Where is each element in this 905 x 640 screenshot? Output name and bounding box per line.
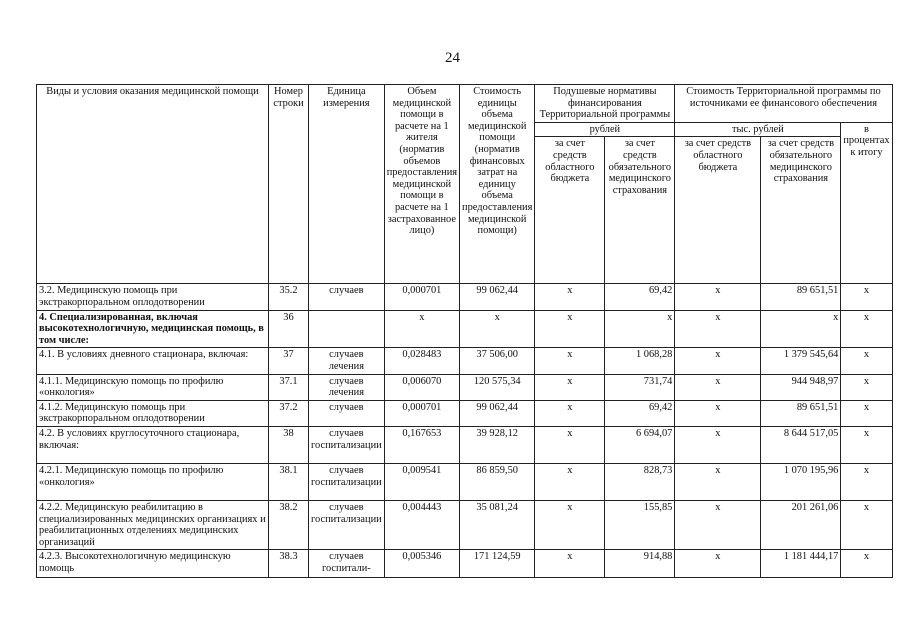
table-row [37, 500, 893, 549]
row-name: 4.2. В условиях круглосуточного стационара, включая: [37, 426, 269, 463]
row-pc-regional: х [535, 426, 605, 463]
row-pc-oms: 69,42 [605, 284, 675, 310]
table-row [37, 426, 893, 463]
table-row [37, 550, 893, 578]
row-number: 37.1 [269, 374, 309, 400]
header-unit-rub: рублей [535, 122, 675, 137]
row-unit: случаев [309, 400, 385, 426]
row-name: 3.2. Медицинскую помощь при экстракорпоральном оплодотворении [37, 284, 269, 310]
row-unit [309, 310, 385, 348]
row-pc-regional: х [535, 550, 605, 578]
row-tc-regional: х [675, 284, 761, 310]
row-volume: 0,009541 [384, 463, 459, 500]
row-pc-regional: х [535, 500, 605, 549]
header-cost: Стоимость единицы объема медицинской помощи (норматив финансовых затрат на единицу объема предоставления медицинской помощи) [460, 85, 535, 284]
header-pc-oms: за счет средств обязательного медицинского страхования [605, 137, 675, 284]
header-program-cost: Стоимость Территориальной программы по источниками ее финансового обеспечения [675, 85, 892, 123]
row-pct: х [841, 400, 892, 426]
row-tc-regional: х [675, 310, 761, 348]
row-number: 37 [269, 348, 309, 374]
row-tc-oms: 944 948,97 [761, 374, 841, 400]
row-volume: 0,000701 [384, 284, 459, 310]
table-row [37, 310, 893, 348]
row-pc-regional: х [535, 463, 605, 500]
row-cost: 39 928,12 [460, 426, 535, 463]
row-tc-regional: х [675, 463, 761, 500]
header-tc-oms: за счет средств обязательного медицинского страхования [761, 137, 841, 284]
row-tc-oms: 1 070 195,96 [761, 463, 841, 500]
table-row [37, 374, 893, 400]
row-pct: х [841, 374, 892, 400]
row-unit: случаев лечения [309, 374, 385, 400]
row-number: 36 [269, 310, 309, 348]
page-number: 24 [445, 50, 460, 66]
row-tc-oms: х [761, 310, 841, 348]
row-pc-oms: 1 068,28 [605, 348, 675, 374]
row-tc-oms: 1 379 545,64 [761, 348, 841, 374]
table-body [37, 284, 893, 578]
row-name: 4. Специализированная, включая высокотехнологичную, медицинская помощь, в том числе: [37, 310, 269, 348]
row-pc-oms: 155,85 [605, 500, 675, 549]
row-unit: случаев госпитали- [309, 550, 385, 578]
row-pc-regional: х [535, 284, 605, 310]
row-cost: 37 506,00 [460, 348, 535, 374]
header-pct-total: в процентах к итогу [841, 122, 892, 284]
header-unit-thousand-rub: тыс. рублей [675, 122, 841, 137]
row-cost: х [460, 310, 535, 348]
row-volume: х [384, 310, 459, 348]
row-name: 4.1. В условиях дневного стационара, включая: [37, 348, 269, 374]
row-pc-regional: х [535, 310, 605, 348]
row-tc-regional: х [675, 500, 761, 549]
row-pct: х [841, 550, 892, 578]
row-pc-oms: х [605, 310, 675, 348]
row-number: 35.2 [269, 284, 309, 310]
row-volume: 0,167653 [384, 426, 459, 463]
row-number: 38.3 [269, 550, 309, 578]
table-header [37, 85, 893, 284]
row-volume: 0,005346 [384, 550, 459, 578]
row-cost: 35 081,24 [460, 500, 535, 549]
row-unit: случаев [309, 284, 385, 310]
row-tc-regional: х [675, 374, 761, 400]
row-unit: случаев госпитализации [309, 463, 385, 500]
row-cost: 99 062,44 [460, 400, 535, 426]
row-tc-oms: 89 651,51 [761, 400, 841, 426]
row-cost: 86 859,50 [460, 463, 535, 500]
row-name: 4.1.1. Медицинскую помощь по профилю «онкология» [37, 374, 269, 400]
row-unit: случаев госпитализации [309, 426, 385, 463]
row-pc-oms: 69,42 [605, 400, 675, 426]
row-cost: 99 062,44 [460, 284, 535, 310]
row-number: 38.2 [269, 500, 309, 549]
row-tc-regional: х [675, 426, 761, 463]
table-row [37, 400, 893, 426]
row-volume: 0,006070 [384, 374, 459, 400]
row-pc-oms: 828,73 [605, 463, 675, 500]
row-number: 37.2 [269, 400, 309, 426]
row-pct: х [841, 426, 892, 463]
row-unit: случаев лечения [309, 348, 385, 374]
row-cost: 120 575,34 [460, 374, 535, 400]
header-pc-regional: за счет средств областного бюджета [535, 137, 605, 284]
table-row [37, 284, 893, 310]
row-tc-oms: 1 181 444,17 [761, 550, 841, 578]
row-tc-regional: х [675, 550, 761, 578]
row-pct: х [841, 310, 892, 348]
row-volume: 0,004443 [384, 500, 459, 549]
header-row-no: Номер строки [269, 85, 309, 284]
row-pct: х [841, 348, 892, 374]
row-volume: 0,028483 [384, 348, 459, 374]
row-pc-oms: 6 694,07 [605, 426, 675, 463]
row-pct: х [841, 500, 892, 549]
row-name: 4.1.2. Медицинскую помощь при экстракорпоральном оплодотворении [37, 400, 269, 426]
row-tc-regional: х [675, 348, 761, 374]
row-tc-oms: 8 644 517,05 [761, 426, 841, 463]
header-unit: Единица измерения [309, 85, 385, 284]
row-number: 38.1 [269, 463, 309, 500]
header-volume: Объем медицинской помощи в расчете на 1 жителя (норматив объемов предоставления медицинской помощи в расчете на 1 застрахованное лицо) [384, 85, 459, 284]
row-unit: случаев госпитализации [309, 500, 385, 549]
row-tc-oms: 89 651,51 [761, 284, 841, 310]
row-name: 4.2.2. Медицинскую реабилитацию в специализированных медицинских организациях и реабилитационных отделениях медицинских организаций [37, 500, 269, 549]
header-percapita: Подушевые нормативы финансирования Территориальной программы [535, 85, 675, 123]
row-pc-regional: х [535, 348, 605, 374]
table-row [37, 463, 893, 500]
row-volume: 0,000701 [384, 400, 459, 426]
row-pc-regional: х [535, 400, 605, 426]
row-tc-regional: х [675, 400, 761, 426]
table-row [37, 348, 893, 374]
row-pc-oms: 914,88 [605, 550, 675, 578]
row-cost: 171 124,59 [460, 550, 535, 578]
row-pc-regional: х [535, 374, 605, 400]
row-tc-oms: 201 261,06 [761, 500, 841, 549]
row-name: 4.2.3. Высокотехнологичную медицинскую помощь [37, 550, 269, 578]
row-name: 4.2.1. Медицинскую помощь по профилю «онкология» [37, 463, 269, 500]
header-kind: Виды и условия оказания медицинской помощи [37, 85, 269, 284]
row-number: 38 [269, 426, 309, 463]
header-tc-regional: за счет средств областного бюджета [675, 137, 761, 284]
financing-table [36, 84, 893, 578]
row-pct: х [841, 463, 892, 500]
row-pct: х [841, 284, 892, 310]
row-pc-oms: 731,74 [605, 374, 675, 400]
